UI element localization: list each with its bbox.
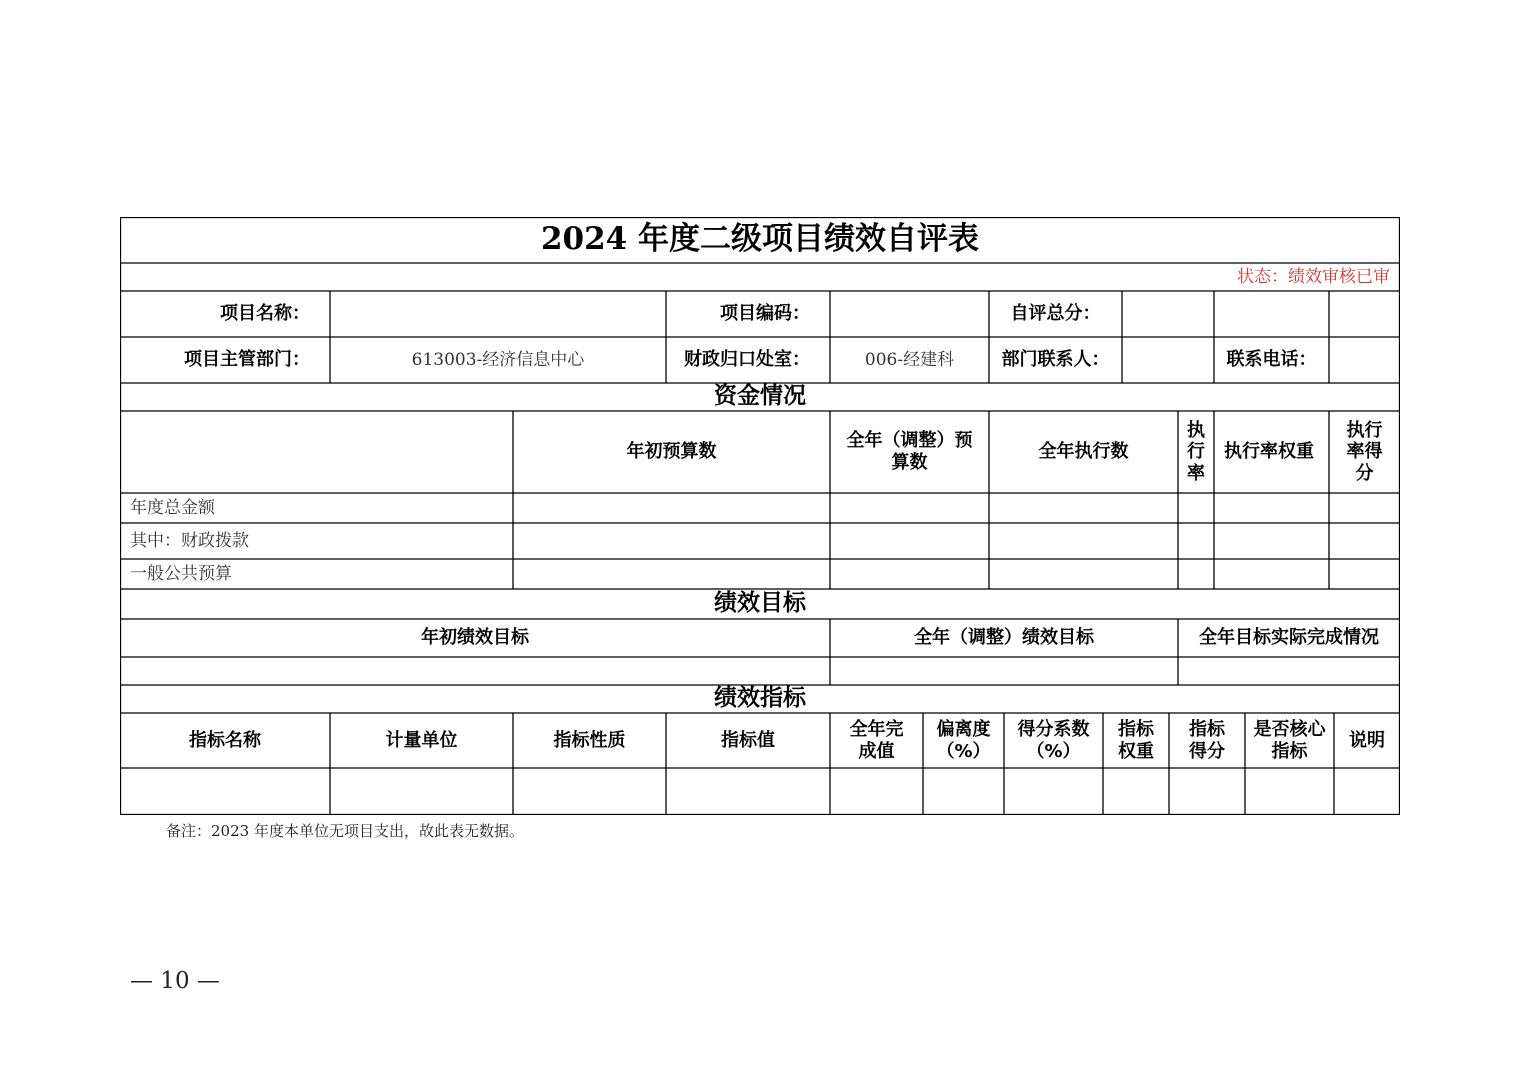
project-code-label: 项目编码： bbox=[720, 303, 810, 325]
ind-header-name: 指标名称 bbox=[189, 729, 261, 751]
ind-header-nature: 指标性质 bbox=[553, 729, 626, 751]
ind-header-score: 指标得分 bbox=[1189, 718, 1225, 762]
ind-header-value: 指标值 bbox=[721, 729, 775, 751]
funds-header-exec-rate: 执行率 bbox=[1187, 419, 1205, 484]
self-score-label: 自评总分： bbox=[1010, 303, 1101, 325]
funds-row-label: 其中：财政拨款 bbox=[130, 530, 249, 551]
dept-label: 项目主管部门： bbox=[184, 349, 310, 371]
page-number: — 10 — bbox=[130, 968, 220, 994]
funds-row-label: 年度总金额 bbox=[130, 497, 215, 518]
project-name-label: 项目名称： bbox=[220, 303, 310, 325]
contact-label: 部门联系人： bbox=[1001, 349, 1110, 371]
project-code-value bbox=[830, 291, 989, 337]
funds-section-title: 资金情况 bbox=[714, 383, 806, 410]
funds-row-label: 一般公共预算 bbox=[130, 563, 232, 584]
finance-office-label: 财政归口处室： bbox=[684, 349, 810, 371]
self-score-value bbox=[1122, 291, 1214, 337]
goals-header-adjusted: 全年（调整）绩效目标 bbox=[914, 627, 1094, 649]
ind-header-deviation: 偏离度（%） bbox=[936, 718, 991, 762]
status-label: 状态：绩效审核已审 bbox=[1237, 266, 1390, 287]
ind-header-unit: 计量单位 bbox=[385, 729, 458, 751]
form-title: 2024 年度二级项目绩效自评表 bbox=[540, 221, 980, 258]
funds-header-initial-budget: 年初预算数 bbox=[626, 441, 717, 463]
finance-office-value: 006-经建科 bbox=[864, 349, 955, 370]
project-name-value bbox=[330, 291, 666, 337]
goals-header-initial: 年初绩效目标 bbox=[421, 627, 529, 649]
funds-header-exec-score: 执行率得分 bbox=[1346, 419, 1383, 484]
goals-section-title: 绩效目标 bbox=[714, 590, 806, 617]
ind-header-core: 是否核心指标 bbox=[1253, 718, 1326, 762]
phone-label: 联系电话： bbox=[1226, 349, 1317, 371]
footnote: 备注：2023 年度本单位无项目支出，故此表无数据。 bbox=[166, 822, 524, 840]
goals-header-actual: 全年目标实际完成情况 bbox=[1199, 627, 1379, 649]
dept-value: 613003-经济信息中心 bbox=[411, 349, 585, 370]
indicators-section-title: 绩效指标 bbox=[714, 685, 806, 712]
self-evaluation-form bbox=[120, 217, 1400, 815]
funds-header-exec-weight: 执行率权重 bbox=[1224, 441, 1314, 463]
funds-header-executed: 全年执行数 bbox=[1038, 441, 1129, 463]
contact-value bbox=[1122, 337, 1214, 383]
funds-header-adjusted-budget: 全年（调整）预算数 bbox=[846, 430, 973, 473]
ind-header-weight: 指标权重 bbox=[1118, 718, 1154, 762]
ind-header-remark: 说明 bbox=[1349, 729, 1385, 751]
phone-value bbox=[1329, 337, 1400, 383]
ind-header-completed: 全年完成值 bbox=[849, 718, 904, 762]
ind-header-coefficient: 得分系数（%） bbox=[1017, 718, 1090, 762]
